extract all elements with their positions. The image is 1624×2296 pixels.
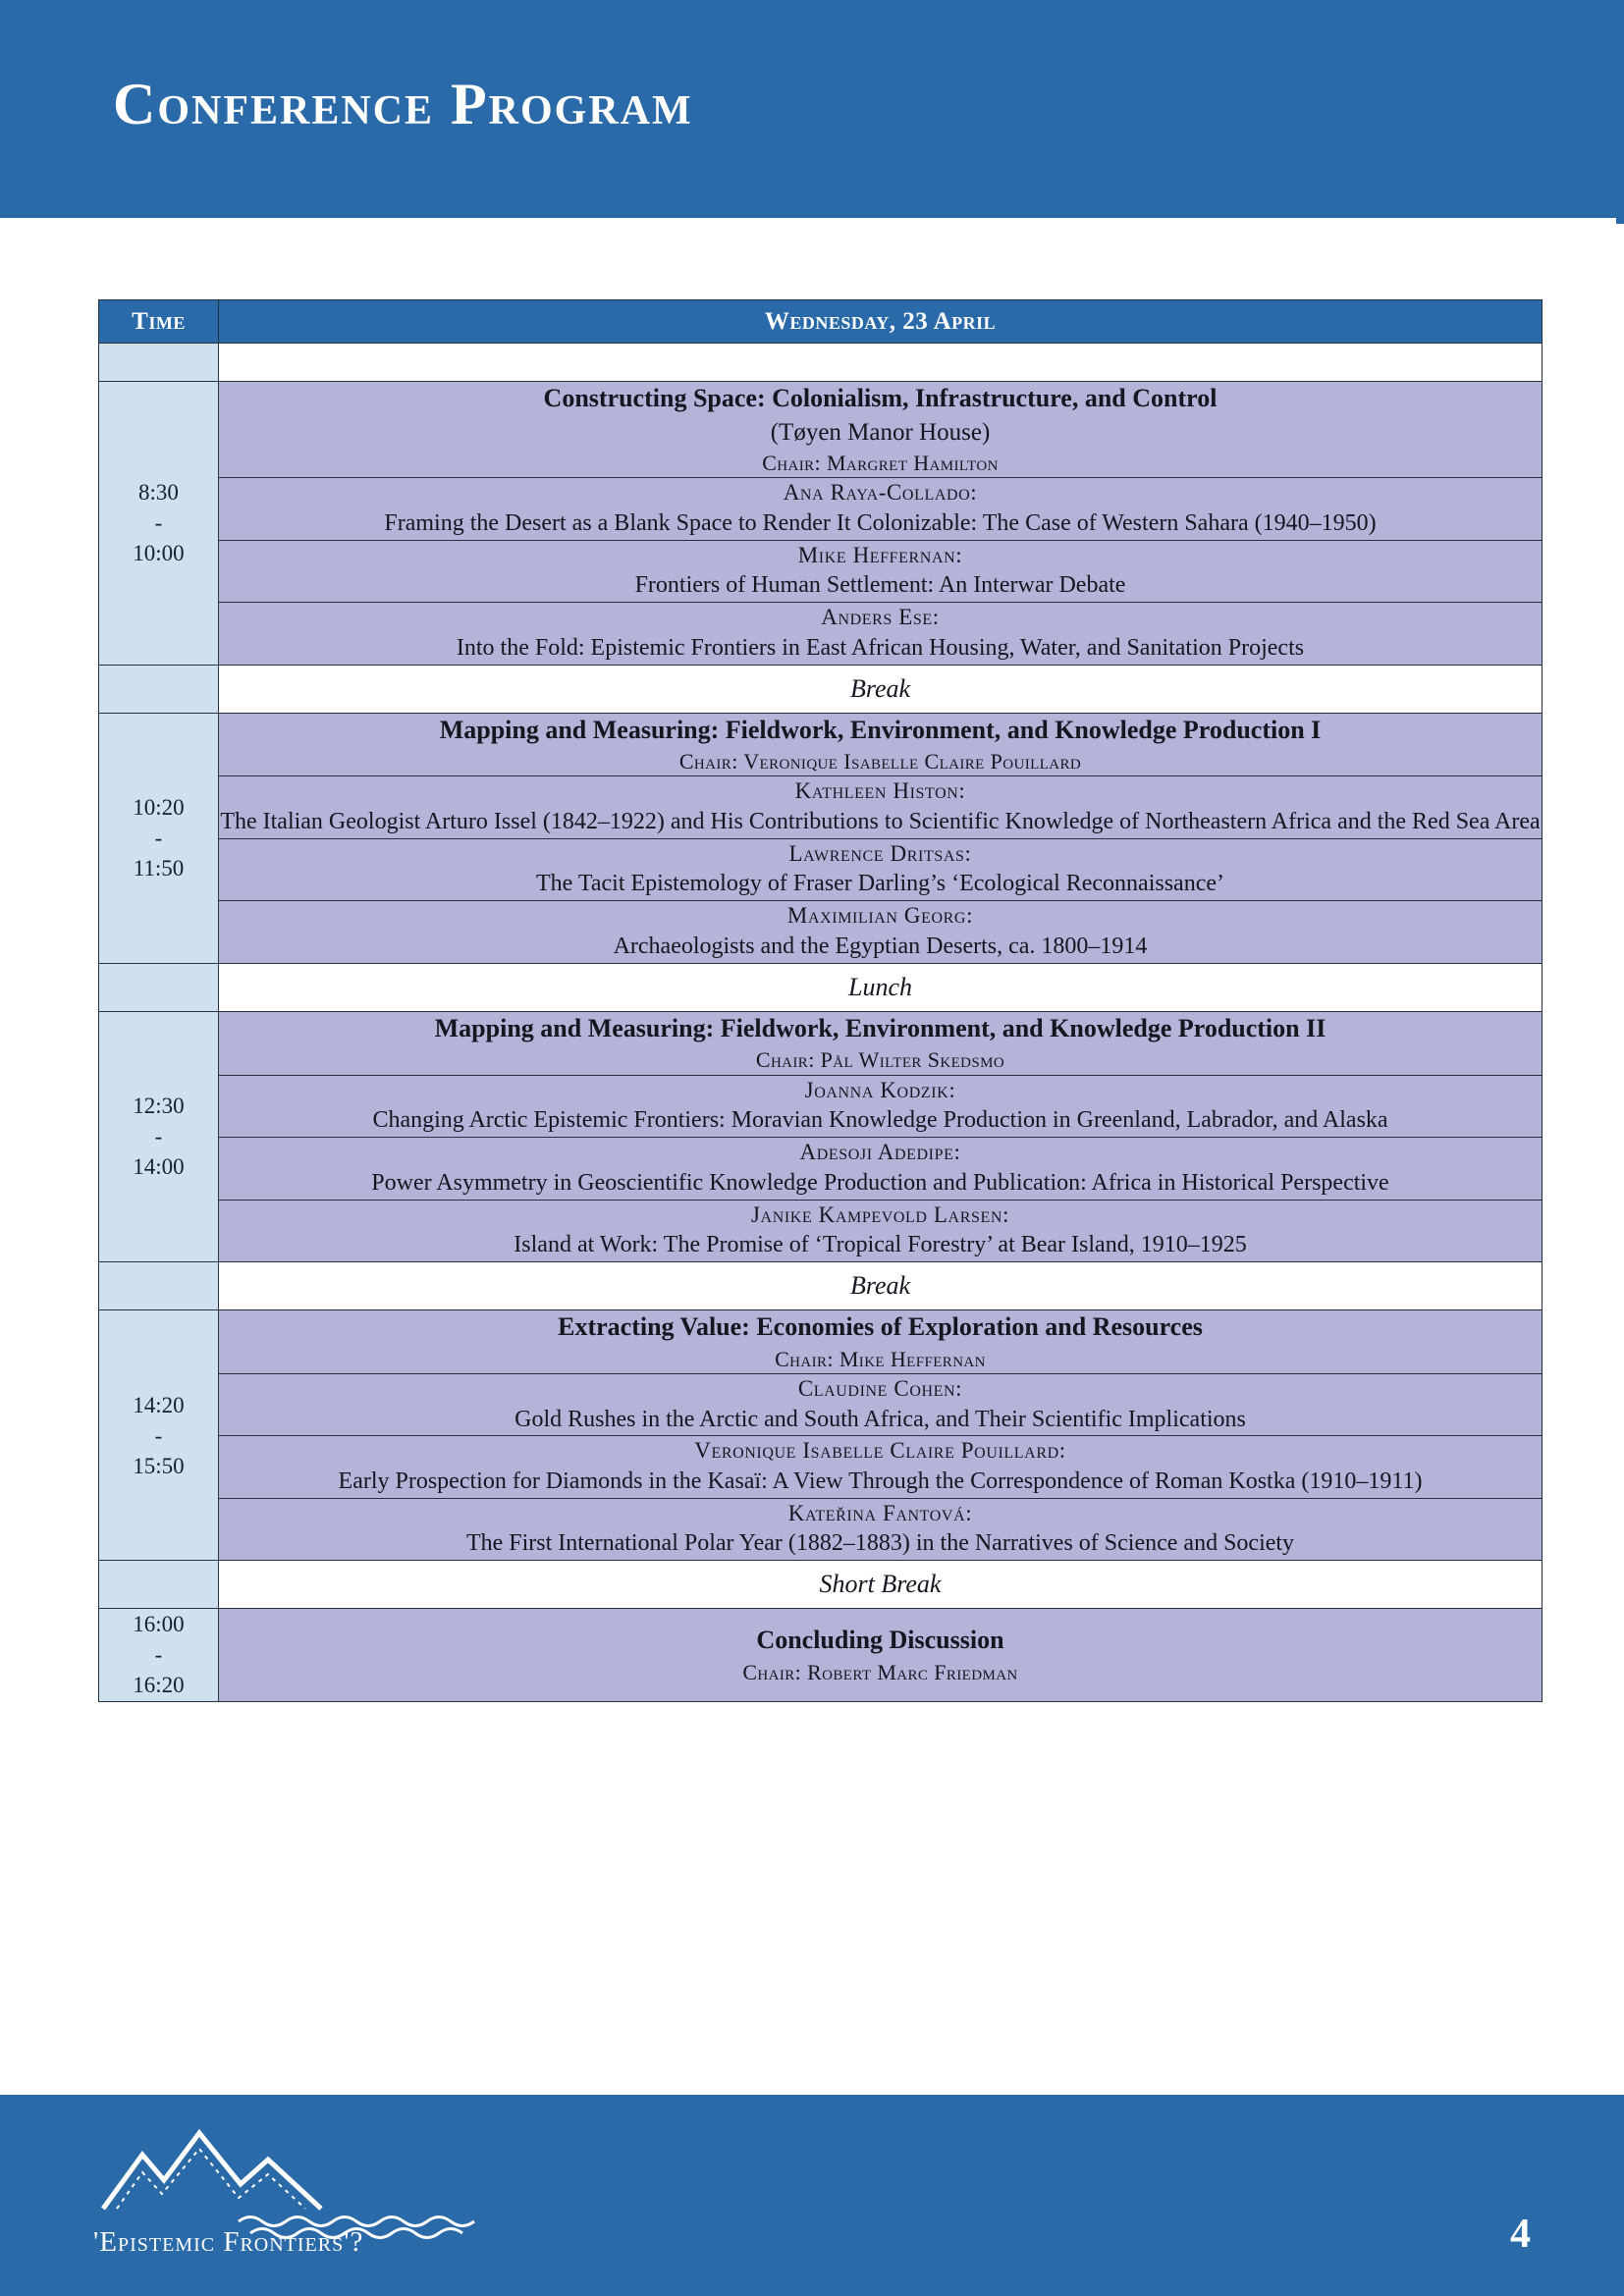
- table-row: [99, 776, 1543, 838]
- talk-cell: [219, 1138, 1543, 1200]
- session-header-cell: [219, 713, 1543, 776]
- talk-cell: [219, 901, 1543, 963]
- talk-title: Early Prospection for Diamonds in the Kasaï: A View Through the Correspondence of Roman Kostka (1910–1911): [338, 1468, 1423, 1494]
- table-row: [99, 665, 1543, 713]
- page-title: Conference Program: [113, 72, 693, 136]
- talk-speaker: Janike Kampevold Larsen:: [750, 1201, 1009, 1227]
- table-header-row: [99, 300, 1543, 344]
- break-label: Short Break: [219, 1561, 1543, 1609]
- table-row: [99, 1138, 1543, 1200]
- break-label: Break: [219, 1262, 1543, 1310]
- table-row: [99, 1561, 1543, 1609]
- talk-cell: [219, 776, 1543, 838]
- session-header-cell: [219, 382, 1543, 478]
- header-band: [0, 0, 1624, 218]
- time-cell: 8:30 - 10:00: [99, 382, 219, 666]
- session-chair: Chair: Veronique Isabelle Claire Pouillard: [678, 749, 1082, 774]
- table-row: [99, 963, 1543, 1011]
- talk-speaker: Maximilian Georg:: [786, 903, 974, 929]
- table-row: [99, 1310, 1543, 1374]
- session-title: Constructing Space: Colonialism, Infrastructure, and Control: [543, 384, 1218, 412]
- talk-cell: [219, 838, 1543, 900]
- table-row: [99, 1262, 1543, 1310]
- talk-title: The Italian Geologist Arturo Issel (1842–1922) and His Contributions to Scientific Knowledge of Northeastern Africa and the Red Sea Area: [220, 808, 1541, 834]
- break-label: Break: [219, 665, 1543, 713]
- session-header-cell: [219, 1310, 1543, 1374]
- session-title: Concluding Discussion: [756, 1626, 1004, 1655]
- talk-title: Framing the Desert as a Blank Space to Render It Colonizable: The Case of Western Sahara (1940–1950): [384, 509, 1377, 536]
- talk-speaker: Veronique Isabelle Claire Pouillard:: [694, 1438, 1066, 1464]
- talk-title: The First International Polar Year (1882–1883) in the Narratives of Science and Society: [465, 1530, 1295, 1557]
- talk-speaker: Ana Raya-Collado:: [783, 480, 978, 506]
- talk-cell: [219, 1200, 1543, 1261]
- table-row: [99, 540, 1543, 602]
- talk-title: Power Asymmetry in Geoscientific Knowledge Production and Publication: Africa in Historical Perspective: [371, 1169, 1389, 1196]
- talk-speaker: Adesoji Adedipe:: [799, 1140, 961, 1165]
- session-chair: Chair: Robert Marc Friedman: [742, 1659, 1018, 1684]
- session-title: Extracting Value: Economies of Exploration and Resources: [558, 1312, 1203, 1342]
- time-cell: 10:20 - 11:50: [99, 713, 219, 963]
- table-row: [99, 1436, 1543, 1498]
- talk-title: Gold Rushes in the Arctic and South Africa, and Their Scientific Implications: [514, 1406, 1246, 1432]
- time-cell: [99, 344, 219, 382]
- talk-title: Archaeologists and the Egyptian Deserts, ca. 1800–1914: [613, 933, 1148, 959]
- table-row: [99, 1373, 1543, 1435]
- talk-title: Changing Arctic Epistemic Frontiers: Moravian Knowledge Production in Greenland, Labrador, and Alaska: [372, 1107, 1388, 1134]
- time-cell: [99, 963, 219, 1011]
- table-row: [99, 901, 1543, 963]
- session-venue: (Tøyen Manor House): [770, 418, 991, 446]
- talk-speaker: Kathleen Histon:: [794, 778, 966, 804]
- time-cell: [99, 1262, 219, 1310]
- talk-speaker: Claudine Cohen:: [797, 1375, 963, 1401]
- conference-program-table: [98, 299, 1543, 1702]
- session-chair: Chair: Margret Hamilton: [762, 450, 999, 475]
- talk-speaker: Joanna Kodzik:: [804, 1077, 956, 1102]
- talk-cell: [219, 478, 1543, 540]
- session-chair: Chair: Mike Heffernan: [775, 1346, 986, 1371]
- time-cell: 14:20 - 15:50: [99, 1310, 219, 1561]
- table-row: [99, 1609, 1543, 1701]
- page-number: 4: [1510, 2212, 1531, 2257]
- time-cell: [99, 1561, 219, 1609]
- table-row: [99, 478, 1543, 540]
- talk-title: The Tacit Epistemology of Fraser Darling’s ‘Ecological Reconnaissance’: [536, 871, 1224, 897]
- talk-cell: [219, 1498, 1543, 1560]
- talk-speaker: Anders Ese:: [821, 605, 940, 630]
- session-title: Mapping and Measuring: Fieldwork, Environment, and Knowledge Production I: [439, 715, 1322, 744]
- time-cell: [99, 665, 219, 713]
- column-header-day: Wednesday, 23 April: [219, 300, 1543, 344]
- talk-cell: [219, 1075, 1543, 1137]
- table-row: [99, 713, 1543, 776]
- empty-cell: [219, 344, 1543, 382]
- talk-cell: [219, 1373, 1543, 1435]
- table-row: [99, 838, 1543, 900]
- time-cell: 16:00 - 16:20: [99, 1609, 219, 1701]
- break-label: Lunch: [219, 963, 1543, 1011]
- table-row: [99, 1200, 1543, 1261]
- table-row: [99, 1075, 1543, 1137]
- talk-speaker: Lawrence Dritsas:: [788, 840, 972, 866]
- talk-title: Into the Fold: Epistemic Frontiers in East African Housing, Water, and Sanitation Projects: [456, 634, 1305, 661]
- session-header-cell: [219, 1011, 1543, 1075]
- column-header-time: Time: [99, 300, 219, 344]
- talk-cell: [219, 540, 1543, 602]
- talk-cell: [219, 1436, 1543, 1498]
- table-row: [99, 1498, 1543, 1560]
- table-spacer-row: [99, 344, 1543, 382]
- talk-cell: [219, 603, 1543, 665]
- session-chair: Chair: Pål Wilter Skedsmo: [755, 1047, 1005, 1073]
- talk-speaker: Mike Heffernan:: [797, 542, 963, 567]
- time-cell: 12:30 - 14:00: [99, 1011, 219, 1261]
- header-notch: [1616, 196, 1624, 224]
- table-row: [99, 1011, 1543, 1075]
- table-row: [99, 603, 1543, 665]
- table-row: [99, 382, 1543, 478]
- talk-speaker: Kateřina Fantová:: [787, 1500, 973, 1525]
- session-title: Mapping and Measuring: Fieldwork, Environment, and Knowledge Production II: [434, 1013, 1326, 1042]
- talk-title: Island at Work: The Promise of ‘Tropical Forestry’ at Bear Island, 1910–1925: [514, 1232, 1247, 1258]
- talk-title: Frontiers of Human Settlement: An Interwar Debate: [634, 572, 1126, 599]
- logo-label: 'Epistemic Frontiers'?: [93, 2226, 364, 2258]
- session-header-cell: [219, 1609, 1543, 1701]
